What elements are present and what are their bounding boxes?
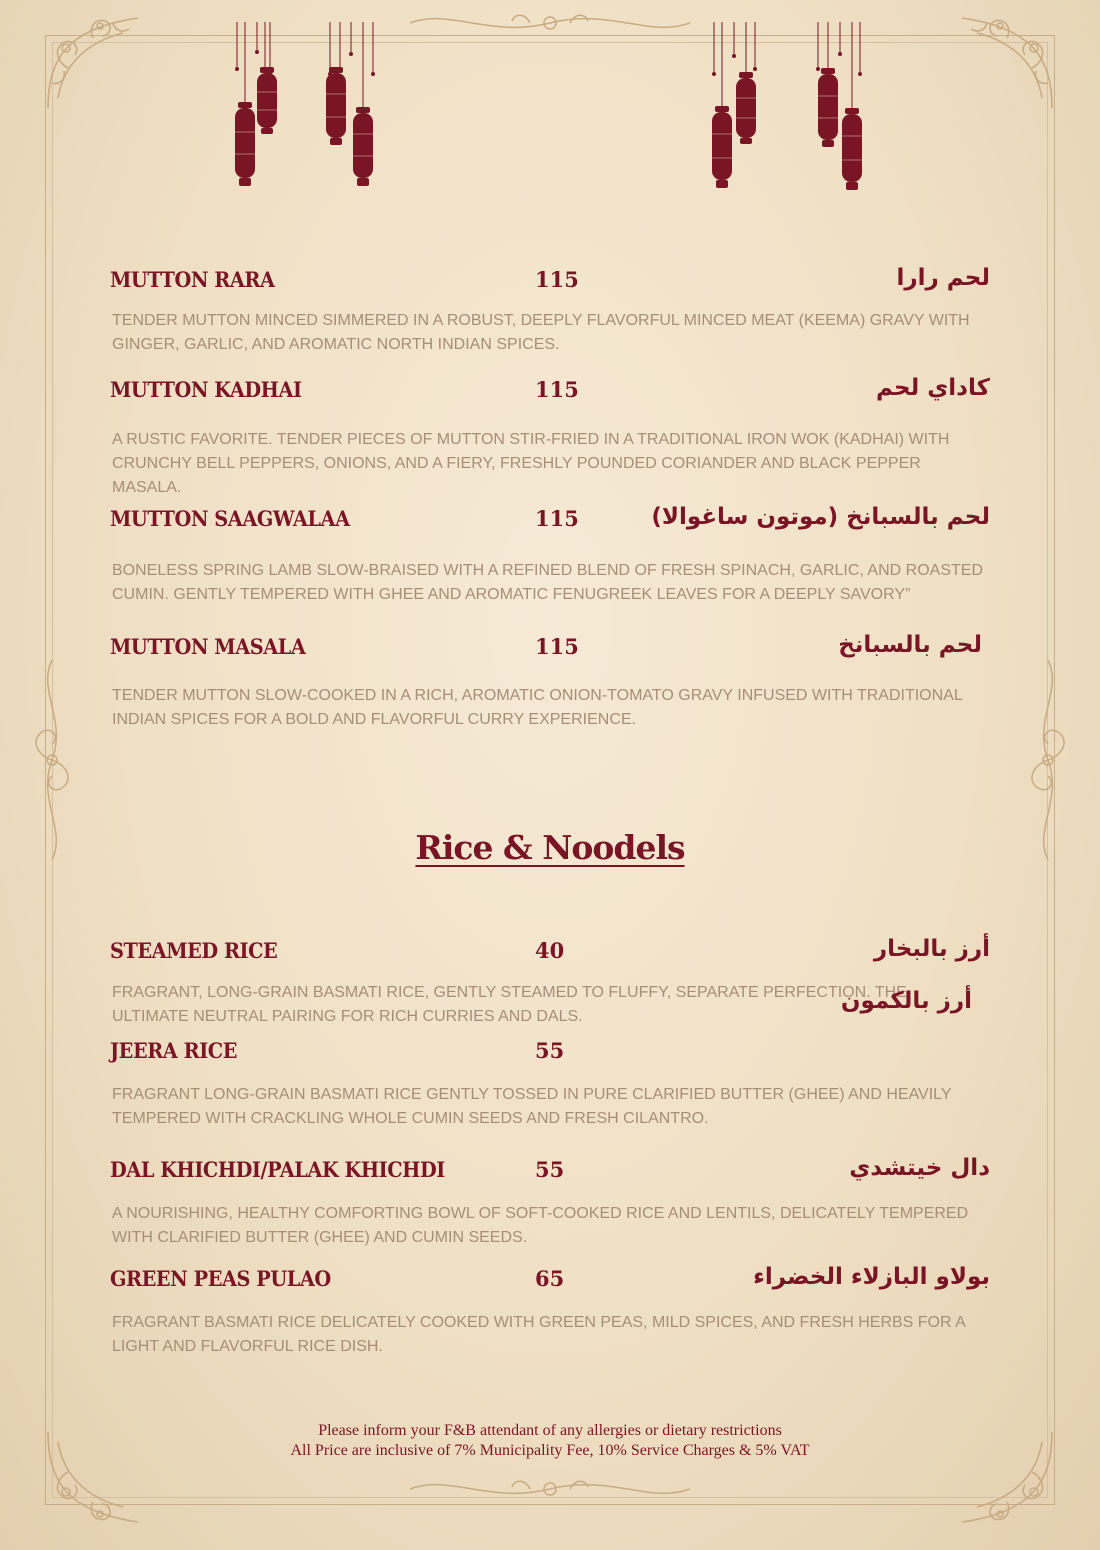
- item-name: MUTTON RARA: [110, 267, 275, 292]
- section-title: Rice & Noodels: [415, 828, 685, 867]
- floral-corner-ornament-icon: [952, 8, 1062, 118]
- item-name: MUTTON MASALA: [110, 634, 306, 659]
- item-description: TENDER MUTTON SLOW-COOKED IN A RICH, AROMATIC ONION-TOMATO GRAVY INFUSED WITH TRADITIONAL INDIAN SPICES FOR A BOLD AND FLAVORFUL CURRY EXPERIENCE.: [112, 687, 963, 728]
- allergy-notice: Please inform your F&B attendant of any allergies or dietary restrictions: [318, 1422, 782, 1439]
- price-notice: All Price are inclusive of 7% Municipality Fee, 10% Service Charges & 5% VAT: [290, 1442, 810, 1459]
- item-name: STEAMED RICE: [110, 938, 278, 963]
- item-description: A RUSTIC FAVORITE. TENDER PIECES OF MUTTON STIR-FRIED IN A TRADITIONAL IRON WOK (KADHAI) WITH CRUNCHY BELL PEPPERS, ONIONS, AND A FIERY, FRESHLY POUNDED CORIANDER AND BLACK PEPPER MASALA.: [112, 431, 950, 496]
- item-price: 40: [535, 938, 565, 963]
- hanging-lantern-icon: [225, 22, 385, 197]
- scroll-ornament-icon: [410, 1474, 690, 1504]
- item-arabic-name: لحم بالسبانخ (موتون ساغوالا): [651, 504, 990, 530]
- item-price: 55: [535, 1157, 565, 1182]
- item-arabic-name: أرز بالبخار: [873, 936, 990, 962]
- item-arabic-name: بولاو البازلاء الخضراء: [753, 1264, 990, 1290]
- item-description: A NOURISHING, HEALTHY COMFORTING BOWL OF SOFT-COOKED RICE AND LENTILS, DELICATELY TEMPERED WITH CLARIFIED BUTTER (GHEE) AND CUMIN SEEDS.: [112, 1205, 969, 1246]
- item-price: 115: [535, 634, 579, 659]
- item-arabic-name: أرز بالكمون: [840, 988, 972, 1014]
- item-name: MUTTON KADHAI: [110, 377, 302, 402]
- item-price: 65: [535, 1266, 565, 1291]
- item-description: FRAGRANT BASMATI RICE DELICATELY COOKED WITH GREEN PEAS, MILD SPICES, AND FRESH HERBS FOR A LIGHT AND FLAVORFUL RICE DISH.: [112, 1314, 965, 1355]
- item-price: 115: [535, 267, 579, 292]
- item-arabic-name: دال خيتشدي: [849, 1155, 990, 1181]
- item-arabic-name: كاداي لحم: [875, 375, 990, 401]
- item-price: 115: [535, 377, 579, 402]
- hanging-lantern-icon: [700, 22, 870, 197]
- item-name: DAL KHICHDI/PALAK KHICHDI: [110, 1157, 445, 1182]
- item-description: FRAGRANT LONG-GRAIN BASMATI RICE GENTLY TOSSED IN PURE CLARIFIED BUTTER (GHEE) AND HEAVILY TEMPERED WITH CRACKLING WHOLE CUMIN SEEDS AND FRESH CILANTRO.: [112, 1086, 952, 1127]
- item-price: 115: [535, 506, 579, 531]
- footer-note: [0, 1421, 1100, 1461]
- item-description: FRAGRANT, LONG-GRAIN BASMATI RICE, GENTLY STEAMED TO FLUFFY, SEPARATE PERFECTION. THE ULTIMATE NEUTRAL PAIRING FOR RICH CURRIES AND DALS.: [112, 984, 907, 1025]
- item-description: BONELESS SPRING LAMB SLOW-BRAISED WITH A REFINED BLEND OF FRESH SPINACH, GARLIC, AND ROASTED CUMIN. GENTLY TEMPERED WITH GHEE AND AROMATIC FENUGREEK LEAVES FOR A DEEPLY SAVORY”: [112, 562, 983, 603]
- item-price: 55: [535, 1038, 565, 1063]
- item-name: GREEN PEAS PULAO: [110, 1266, 331, 1291]
- item-arabic-name: لحم بالسبانخ: [838, 632, 982, 658]
- floral-corner-ornament-icon: [38, 8, 148, 118]
- item-arabic-name: لحم رارا: [896, 265, 990, 291]
- item-name: MUTTON SAAGWALAA: [110, 506, 350, 531]
- item-description: TENDER MUTTON MINCED SIMMERED IN A ROBUST, DEEPLY FLAVORFUL MINCED MEAT (KEEMA) GRAVY WITH GINGER, GARLIC, AND AROMATIC NORTH INDIAN SPICES.: [112, 312, 970, 353]
- item-name: JEERA RICE: [110, 1038, 237, 1063]
- scroll-ornament-icon: [410, 8, 690, 38]
